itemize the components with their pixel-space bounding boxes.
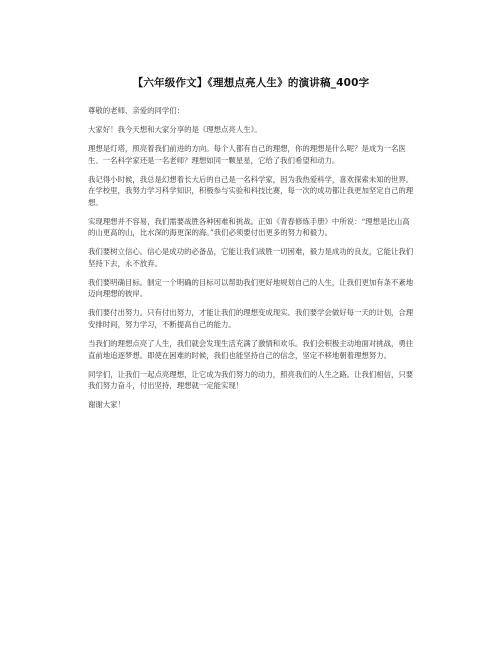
document-title: 【六年级作文】《理想点亮人生》的演讲稿_400字 [132,77,370,89]
document-body [88,105,414,418]
paragraph: 我们要树立信心。信心是成功的必备品，它能让我们战胜一切困难，毅力是成功的良友，它能让我们坚持下去，永不放弃。 [88,247,414,268]
paragraph-greeting: 尊敬的老师、亲爱的同学们： [88,106,185,115]
paragraph: 当我们的理想点亮了人生，我们就会发现生活充满了激情和欢乐。我们会积极主动地面对挑战，勇往直前地追逐梦想。即使在困难的时候，我们也能坚持自己的信念，坚定不移地朝着理想努力。 [88,339,414,360]
paragraph: 我们要付出努力。只有付出努力，才能让我们的理想变成现实。我们要学会做好每一天的计划，合理安排时间，努力学习，不断提高自己的能力。 [88,308,414,330]
paragraph: 理想是灯塔，照亮着我们前进的方向。每个人都有自己的理想，你的理想是什么呢？是成为一名医生、一名科学家还是一名老师？理想如同一颗星星，它给了我们希望和动力。 [88,143,406,165]
paragraph: 实现理想并不容易，我们需要战胜各种困难和挑战。正如《青春修炼手册》中所说：“理想是比山高的山更高的山，比水深的海更深的海。”我们必须要付出更多的努力和毅力。 [88,216,410,238]
paragraph: 同学们，让我们一起点亮理想，让它成为我们努力的动力，照亮我们的人生之路。让我们相信，只要我们努力奋斗，付出坚持，理想就一定能实现！ [88,369,414,391]
paragraph: 我记得小时候，我总是幻想着长大后的自己是一名科学家，因为我热爱科学，喜欢探索未知的世界。在学校里，我努力学习科学知识，积极参与实验和科技比赛，每一次的成功都让我更加坚定自己的理想。 [88,174,414,207]
paragraph: 大家好！我今天想和大家分享的是《理想点亮人生》。 [88,124,262,134]
paragraph-closing: 谢谢大家！ [88,400,125,410]
paragraph: 我们要明确目标。制定一个明确的目标可以帮助我们更好地规划自己的人生，让我们更加有条不紊地迈向理想的彼岸。 [88,277,414,299]
